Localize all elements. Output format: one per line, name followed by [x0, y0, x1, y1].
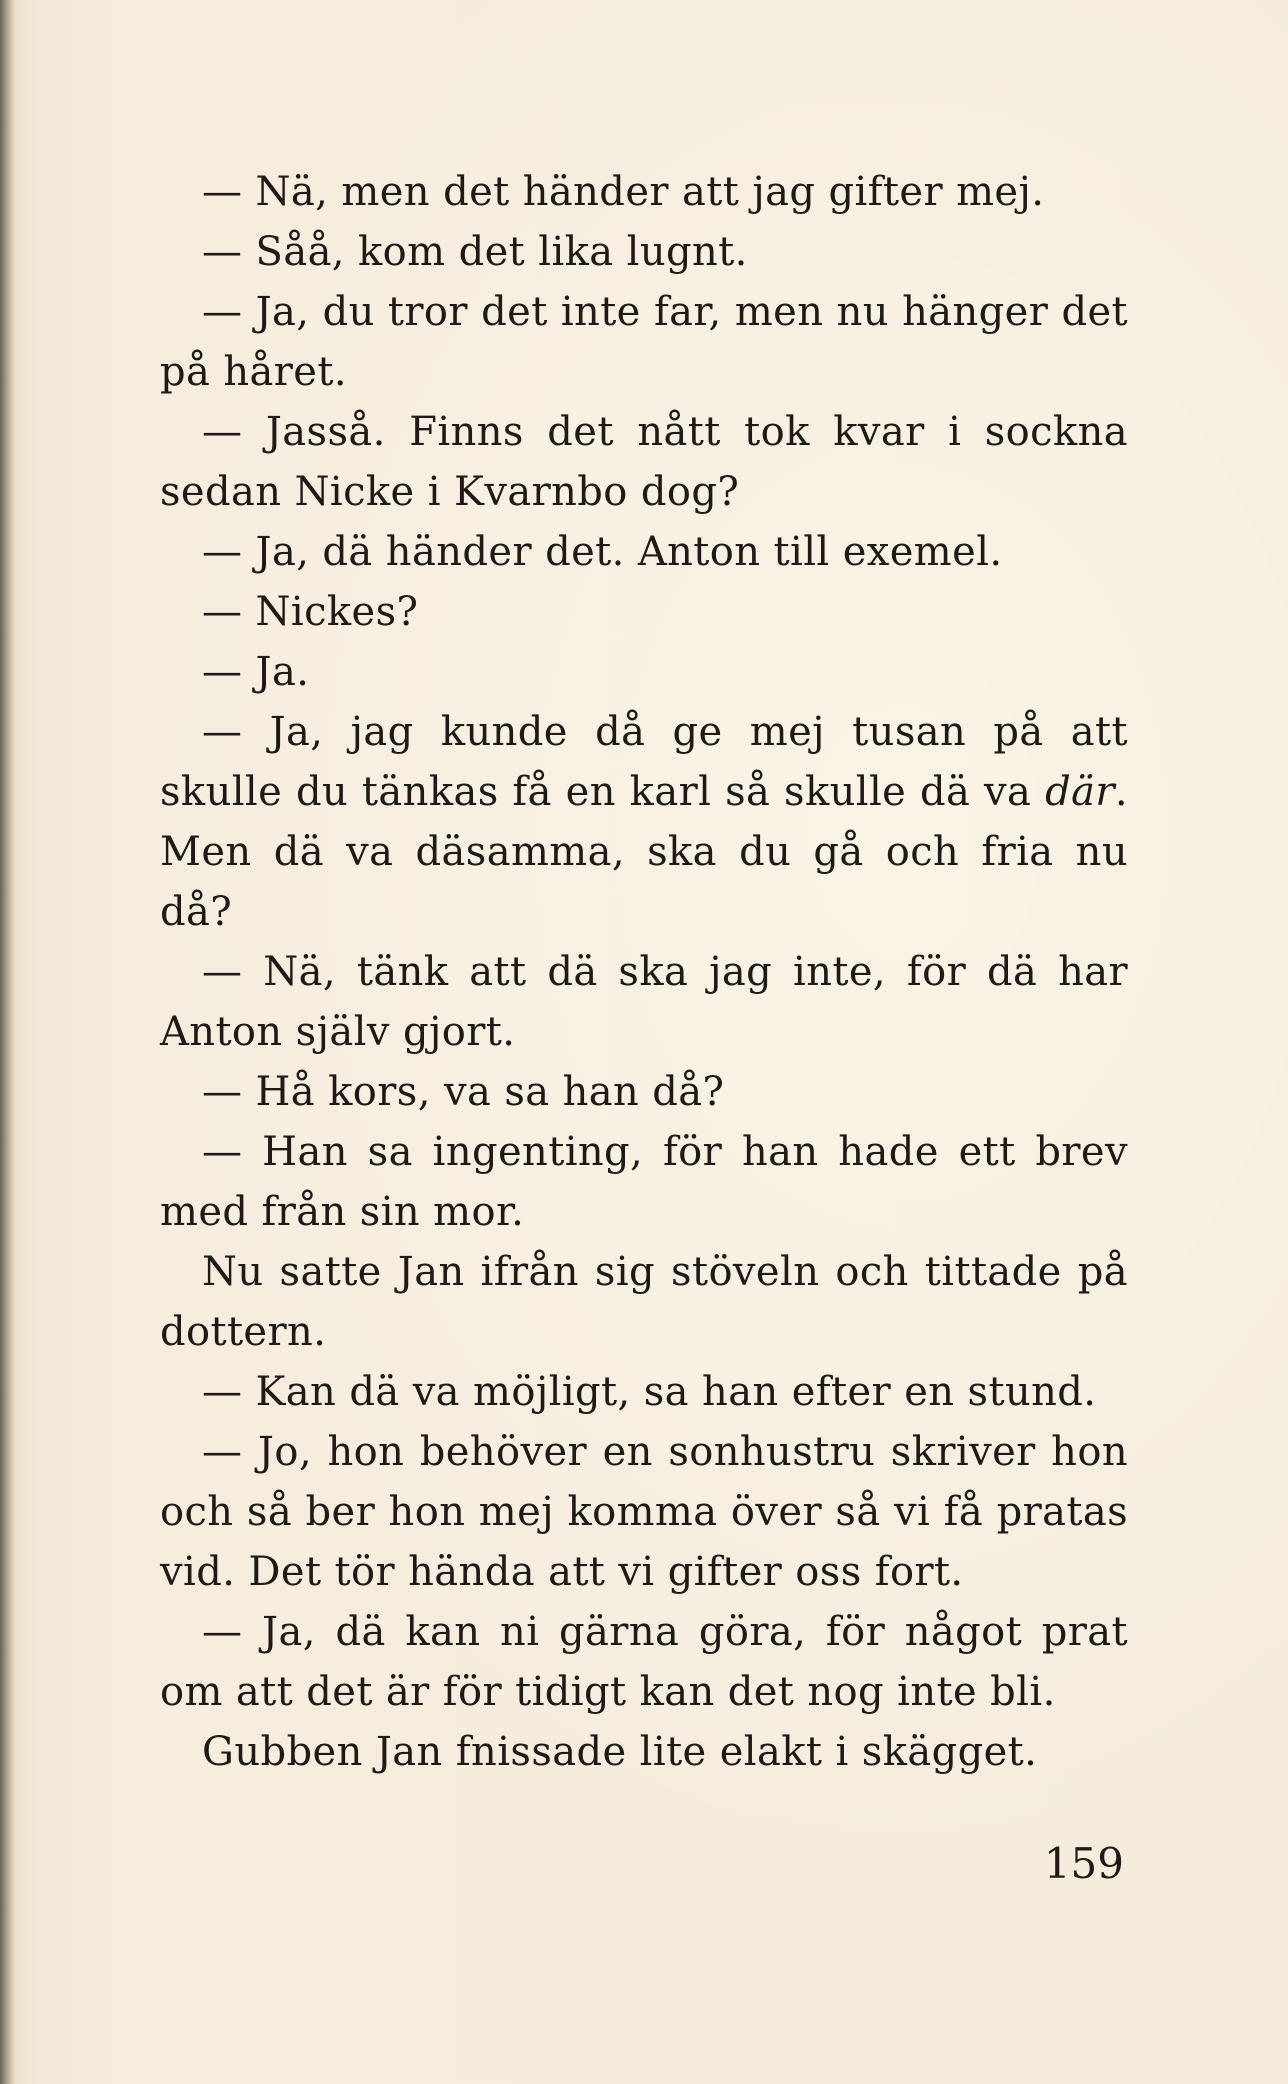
body-text — [160, 162, 1128, 1782]
paragraph-5: — Ja, dä händer det. Anton till exemel. — [202, 529, 1003, 575]
page-binding-edge — [0, 0, 16, 2084]
emphasized-word: där — [1045, 769, 1115, 815]
paragraph-8-after: . Men dä va däsamma, ska du gå och fria nu då? — [160, 769, 1128, 935]
paragraph-8-before: — Ja, jag kunde då ge mej tusan på att skulle du tänkas få en karl så skulle dä va — [160, 709, 1128, 815]
paragraph-10: — Hå kors, va sa han då? — [202, 1069, 725, 1115]
paragraph-8 — [160, 702, 1128, 942]
paragraph-12: Nu satte Jan ifrån sig stöveln och tittade på dottern. — [160, 1249, 1128, 1355]
paragraph-6: — Nickes? — [202, 589, 419, 635]
paragraph-16: Gubben Jan fnissade lite elakt i skägget. — [202, 1729, 1038, 1775]
paragraph-1: — Nä, men det händer att jag gifter mej. — [202, 169, 1045, 215]
paragraph-13: — Kan dä va möjligt, sa han efter en stund. — [202, 1369, 1097, 1415]
page-number: 159 — [1043, 1839, 1124, 1888]
paragraph-11: — Han sa ingenting, för han hade ett brev med från sin mor. — [160, 1129, 1128, 1235]
paragraph-7: — Ja. — [202, 649, 310, 695]
paragraph-3: — Ja, du tror det inte far, men nu hänger det på håret. — [160, 289, 1128, 395]
paragraph-4: — Jasså. Finns det nått tok kvar i sockna sedan Nicke i Kvarnbo dog? — [160, 409, 1128, 515]
paragraph-2: — Såå, kom det lika lugnt. — [202, 229, 748, 275]
paragraph-9: — Nä, tänk att dä ska jag inte, för dä har Anton själv gjort. — [160, 949, 1128, 1055]
paragraph-14: — Jo, hon behöver en sonhustru skriver hon och så ber hon mej komma över så vi få pratas vid. Det tör hända att vi gifter oss fort. — [160, 1429, 1128, 1595]
paragraph-15: — Ja, dä kan ni gärna göra, för något prat om att det är för tidigt kan det nog inte bli. — [160, 1609, 1128, 1715]
